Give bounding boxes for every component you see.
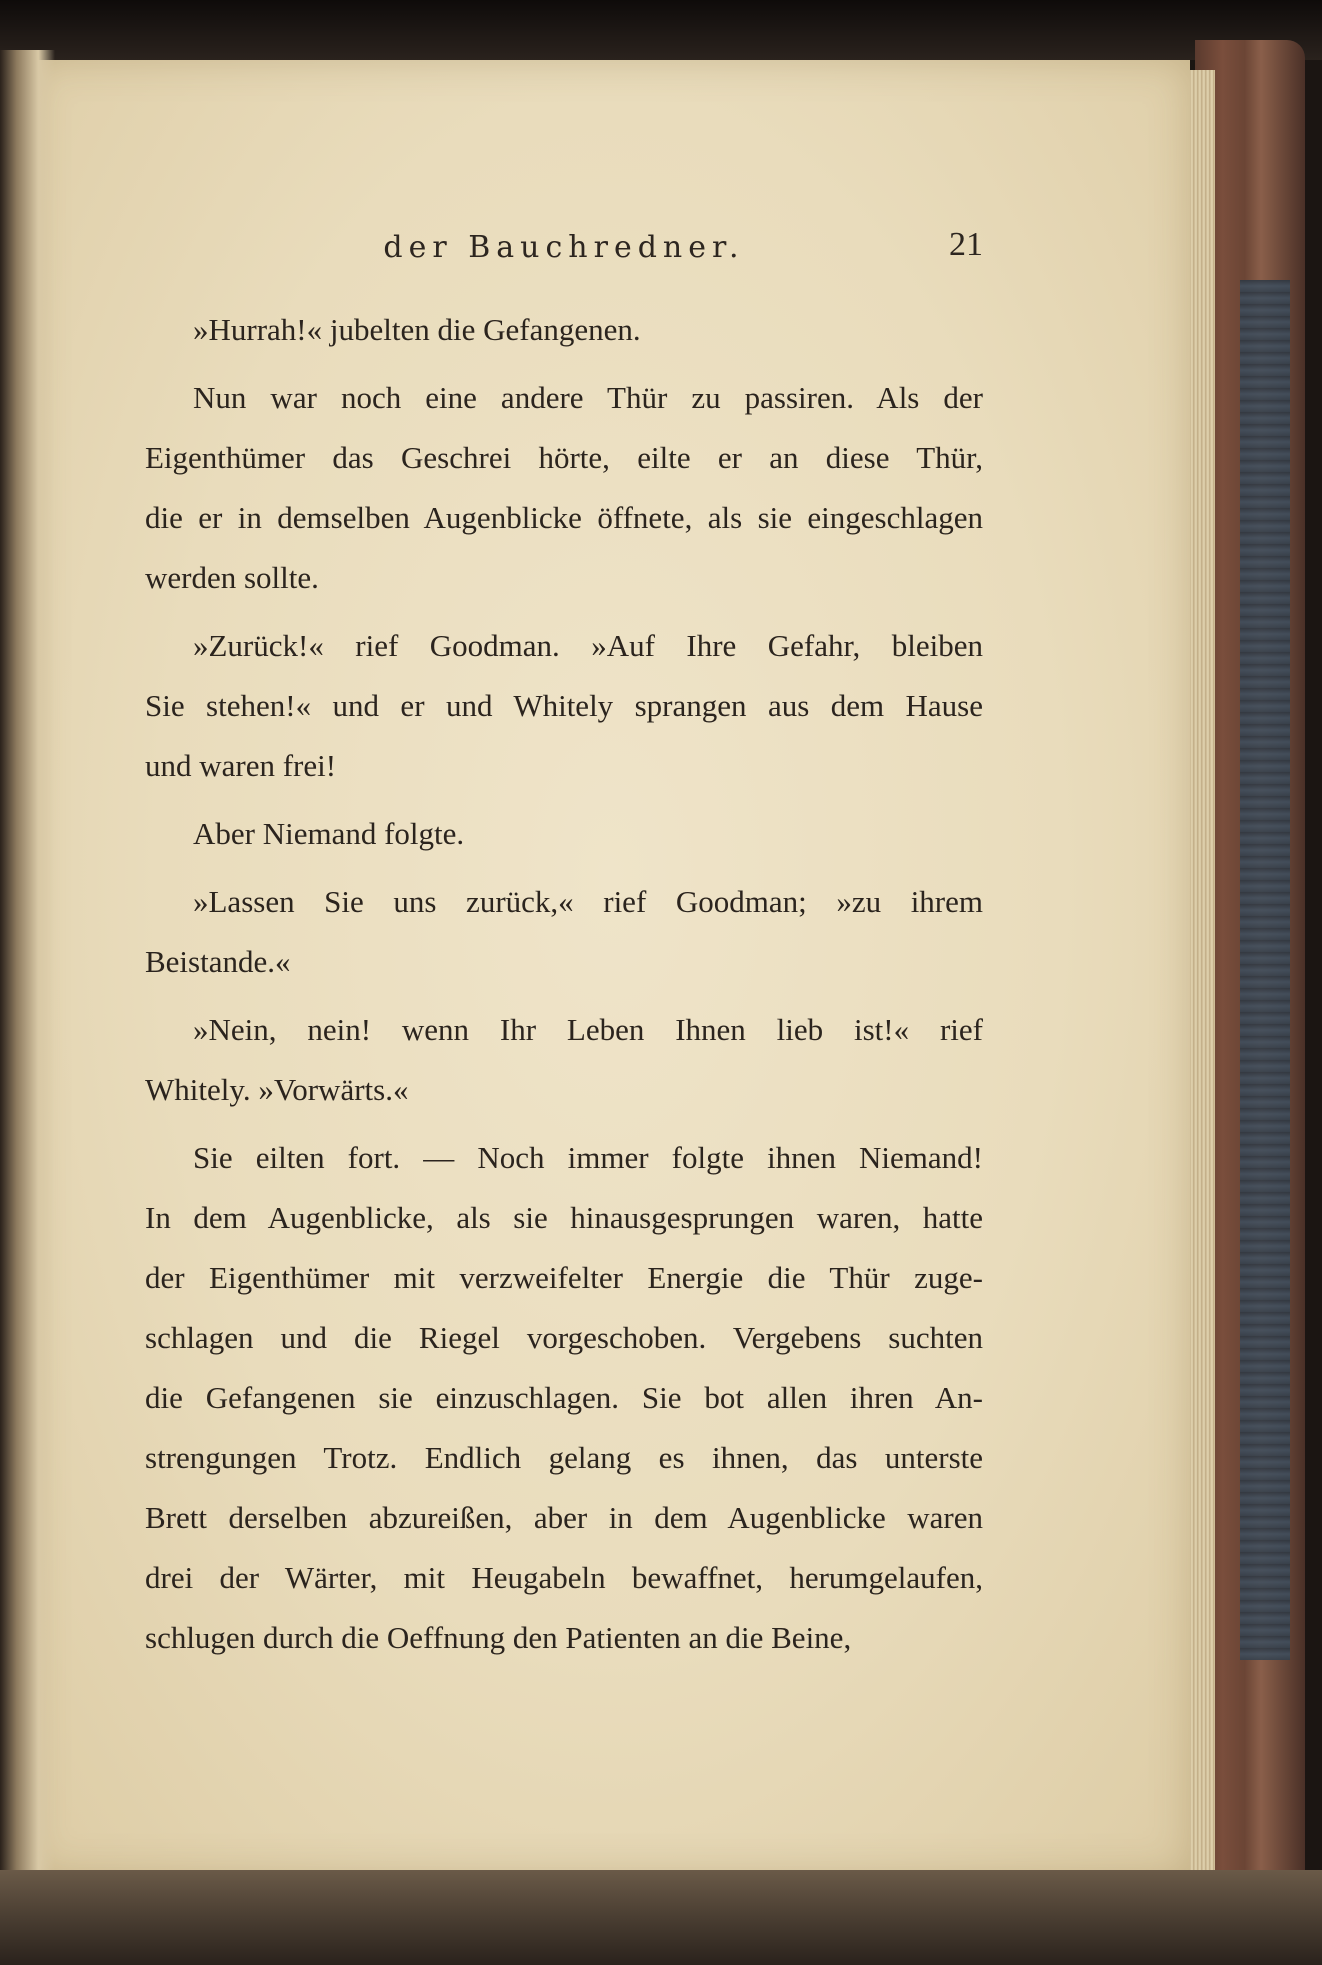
paragraph-gap: [145, 1120, 983, 1128]
text-line: »Lassen Sie uns zurück,« rief Goodman; »zu ihrem: [193, 884, 983, 919]
text-line: Eigenthümer das Geschrei hörte, eilte er an diese Thür,: [145, 440, 983, 475]
scanner-bottom: [0, 1870, 1322, 1965]
text-line: strengungen Trotz. Endlich gelang es ihnen, das unterste: [145, 1440, 983, 1475]
text-line: drei der Wärter, mit Heugabeln bewaffnet, herumgelaufen,: [145, 1560, 983, 1595]
paragraph: [145, 300, 983, 360]
paragraph: [145, 1000, 983, 1120]
paragraph-gap: [145, 360, 983, 368]
text-line: Aber Niemand folgte.: [193, 816, 465, 851]
paragraph-gap: [145, 992, 983, 1000]
text-line: »Nein, nein! wenn Ihr Leben Ihnen lieb ist!« rief: [193, 1012, 983, 1047]
page-number: 21: [949, 226, 983, 263]
paragraph: [145, 804, 983, 864]
text-line: Nun war noch eine andere Thür zu passiren. Als der: [193, 380, 983, 415]
text-line: Beistande.«: [145, 944, 291, 979]
paragraph-gap: [145, 796, 983, 804]
text-line: werden sollte.: [145, 560, 319, 595]
text-line: Brett derselben abzureißen, aber in dem Augenblicke waren: [145, 1500, 983, 1535]
text-line: und waren frei!: [145, 748, 337, 783]
paragraph: [145, 616, 983, 796]
paragraph: [145, 368, 983, 608]
paragraph-gap: [145, 608, 983, 616]
paragraph: [145, 872, 983, 992]
text-line: der Eigenthümer mit verzweifelter Energie die Thür zuge-: [145, 1260, 983, 1295]
text-line: »Hurrah!« jubelten die Gefangenen.: [193, 312, 641, 347]
text-line: Sie eilten fort. — Noch immer folgte ihnen Niemand!: [193, 1140, 983, 1175]
book-cover-pattern: [1240, 280, 1290, 1660]
text-line: Sie stehen!« und er und Whitely sprangen aus dem Hause: [145, 688, 983, 723]
text-line: Whitely. »Vorwärts.«: [145, 1072, 409, 1107]
running-title: der Bauchredner.: [383, 230, 745, 265]
scanner-background: [0, 0, 1322, 60]
text-line: schlagen und die Riegel vorgeschoben. Vergebens suchten: [145, 1320, 983, 1355]
text-line: »Zurück!« rief Goodman. »Auf Ihre Gefahr, bleiben: [193, 628, 983, 663]
text-line: schlugen durch die Oeffnung den Patienten an die Beine,: [145, 1620, 852, 1655]
gutter-shadow: [0, 50, 55, 1890]
body-text: [145, 300, 983, 1668]
text-line: In dem Augenblicke, als sie hinausgesprungen waren, hatte: [145, 1200, 983, 1235]
running-head: [145, 222, 983, 282]
paragraph: [145, 1128, 983, 1668]
text-line: die Gefangenen sie einzuschlagen. Sie bot allen ihren An-: [145, 1380, 983, 1415]
paragraph-gap: [145, 864, 983, 872]
text-line: die er in demselben Augenblicke öffnete, als sie eingeschlagen: [145, 500, 983, 535]
